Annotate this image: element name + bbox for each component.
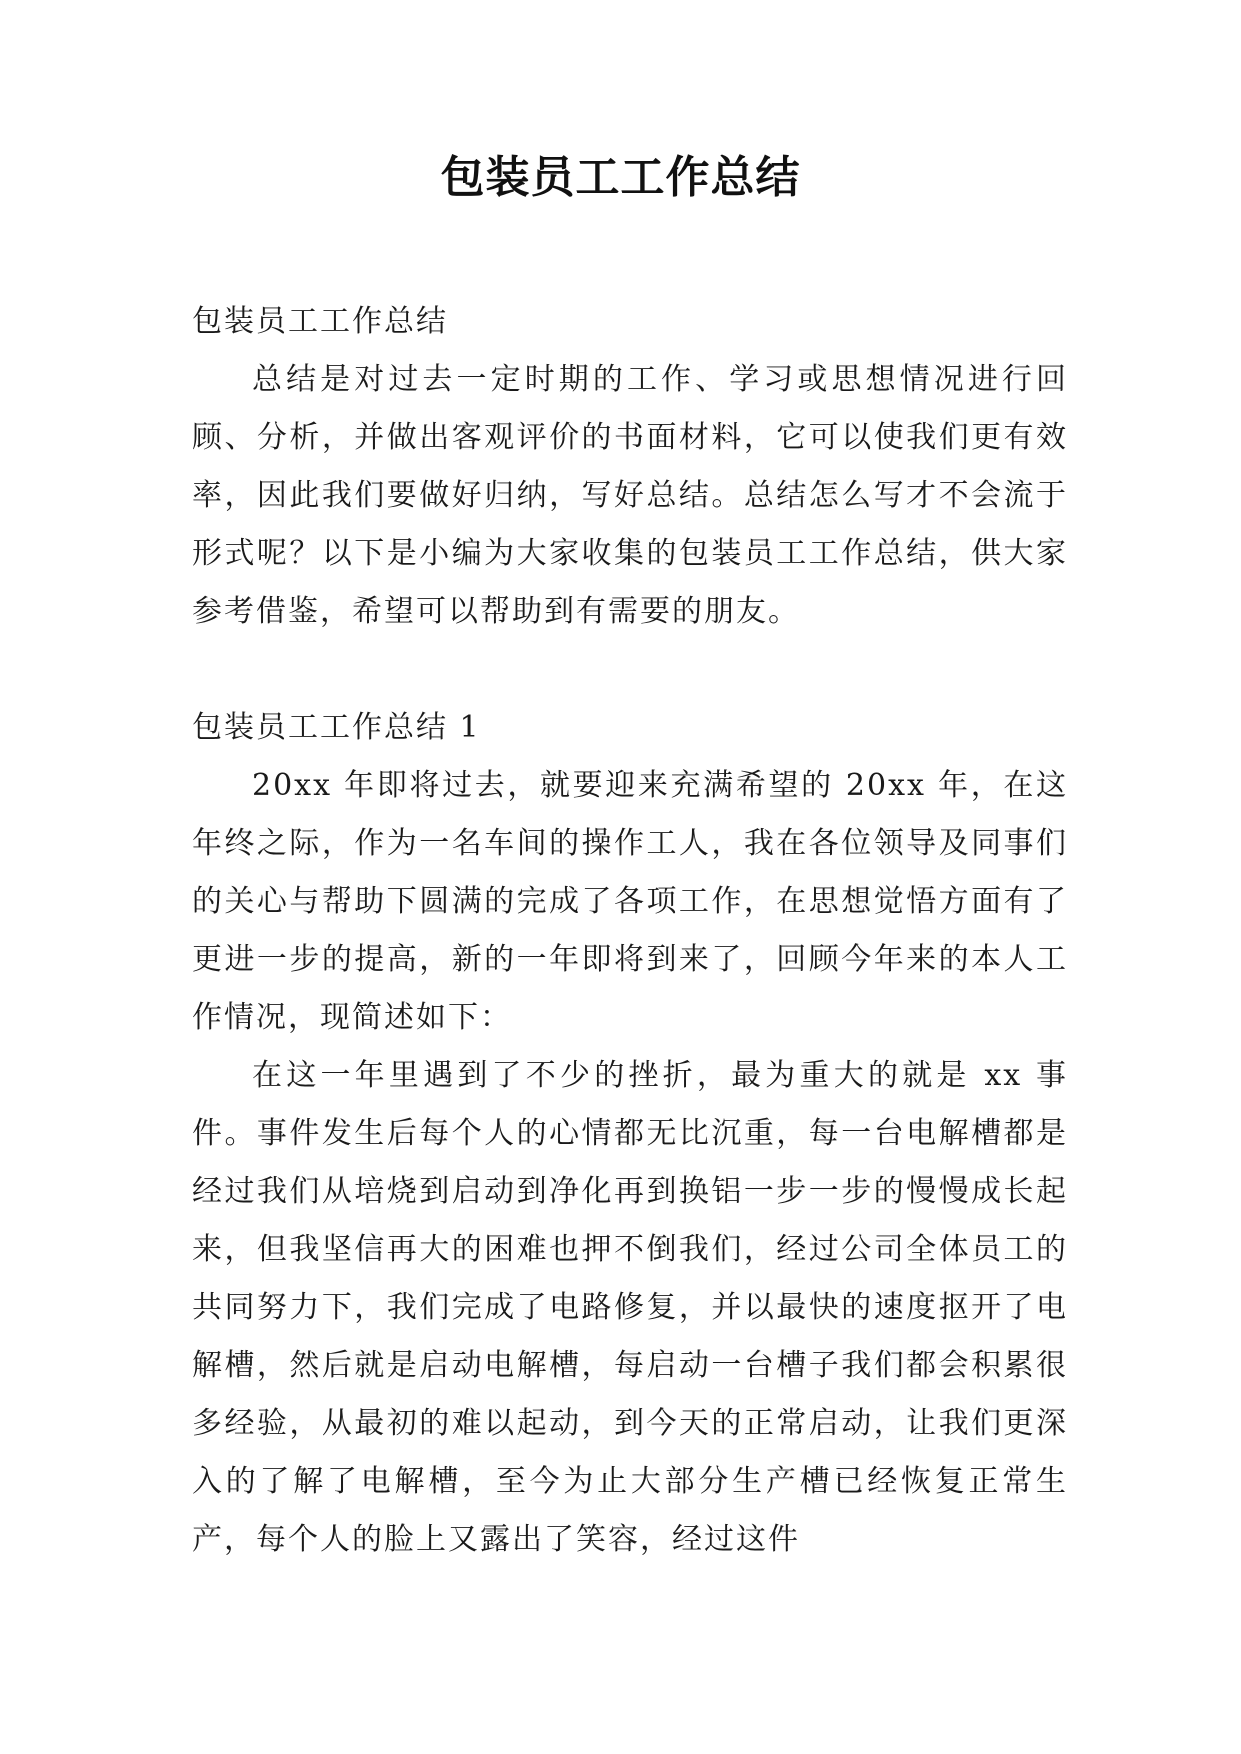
document-title: 包装员工工作总结 [440,152,801,203]
section1-heading: 包装员工工作总结 1 [192,710,481,745]
section-spacer [192,641,1068,699]
document-body [192,293,1068,1569]
section1-paragraph-1: 20xx 年即将过去，就要迎来充满希望的 20xx 年，在这年终之际，作为一名车间的操作工人，我在各位领导及同事们的关心与帮助下圆满的完成了各项工作，在思想觉悟方面有了更进一步的提高，新的一年即将到来了，回顾今年来的本人工作情况，现简述如下： [192,768,1068,1035]
section1-paragraph-2: 在这一年里遇到了不少的挫折，最为重大的就是 xx 事件。事件发生后每个人的心情都无比沉重，每一台电解槽都是经过我们从培烧到启动到净化再到换铝一步一步的慢慢成长起来，但我坚信再大的困难也押不倒我们，经过公司全体员工的共同努力下，我们完成了电路修复，并以最快的速度抠开了电解槽，然后就是启动电解槽，每启动一台槽子我们都会积累很多经验，从最初的难以起动，到今天的正常启动，让我们更深入的了解了电解槽，至今为止大部分生产槽已经恢复正常生产，每个人的脸上又露出了笑容，经过这件 [192,1058,1068,1557]
intro-paragraph: 总结是对过去一定时期的工作、学习或思想情况进行回顾、分析，并做出客观评价的书面材料，它可以使我们更有效率，因此我们要做好归纳，写好总结。总结怎么写才不会流于形式呢？以下是小编为大家收集的包装员工工作总结，供大家参考借鉴，希望可以帮助到有需要的朋友。 [192,362,1068,629]
intro-subtitle: 包装员工工作总结 [192,304,448,339]
